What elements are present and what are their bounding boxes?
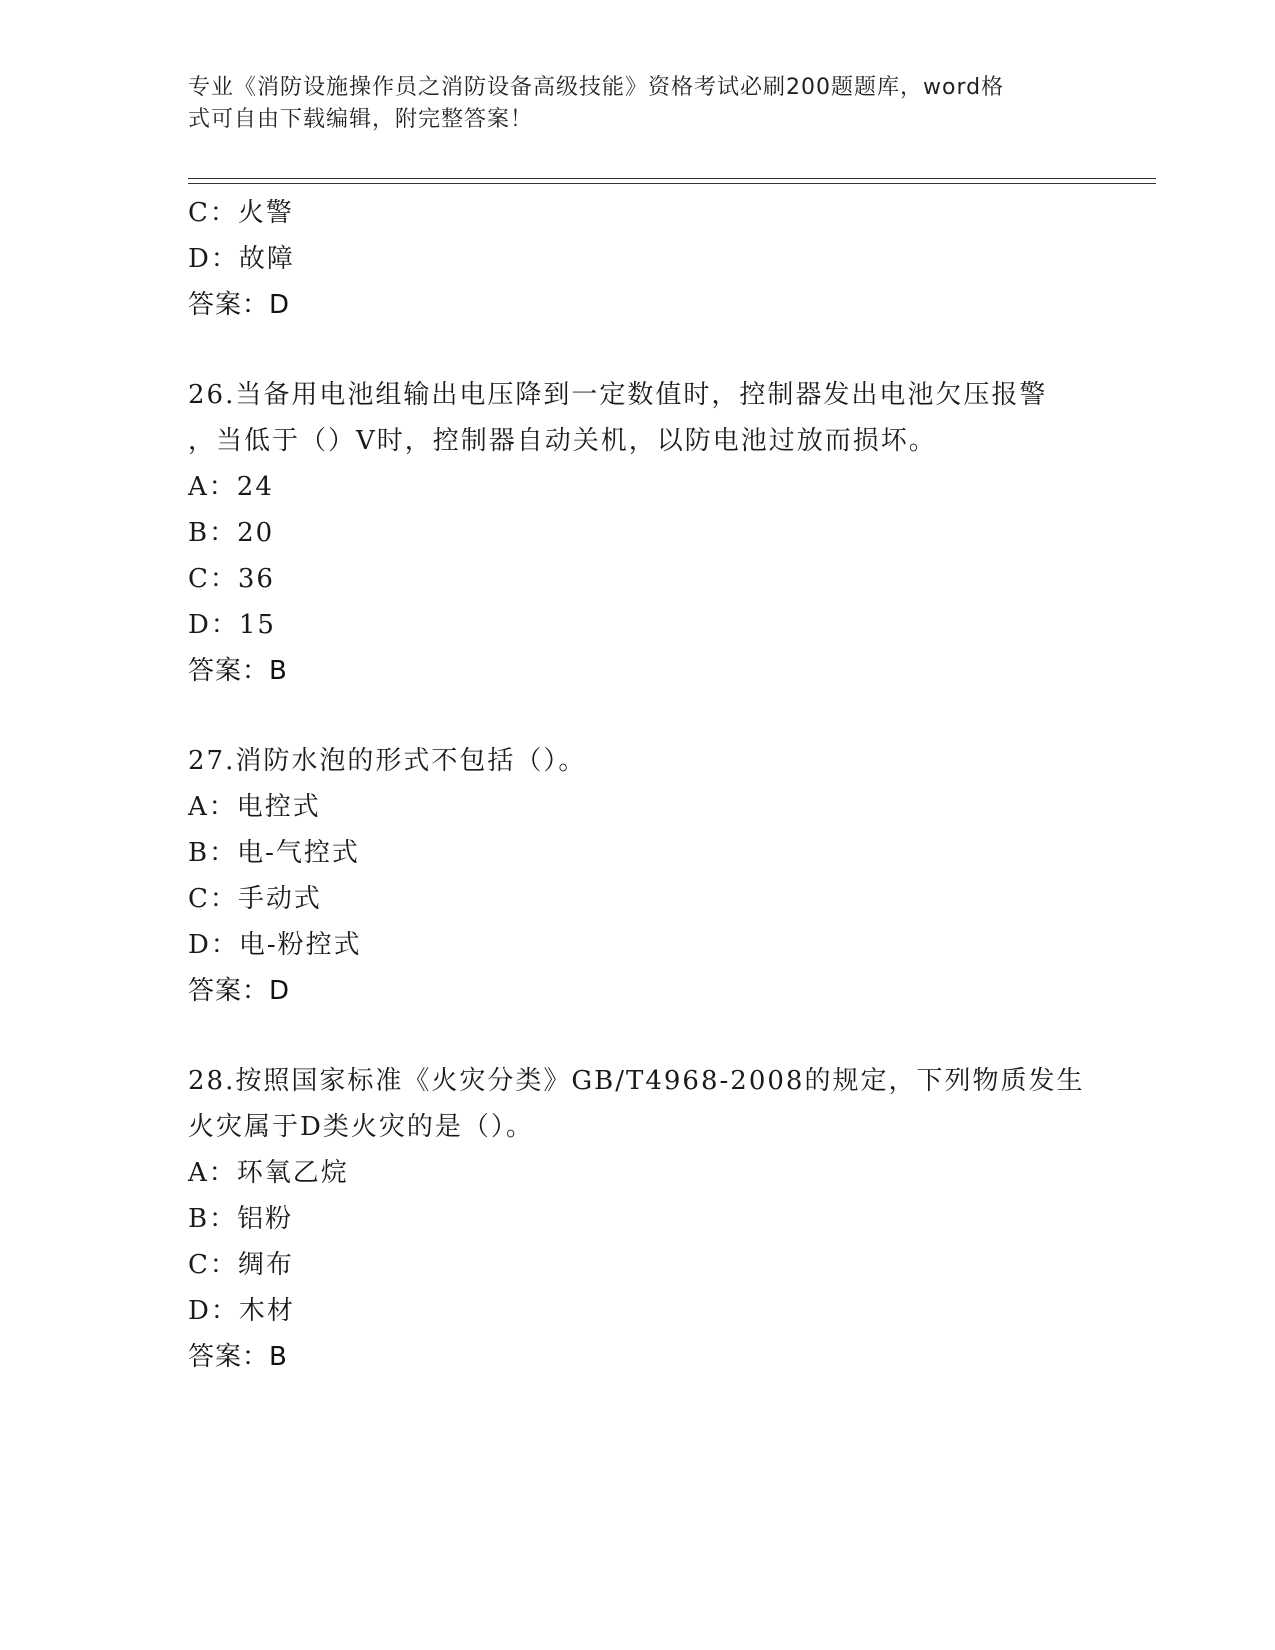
question-28 [188,1058,1088,1380]
question-stem-line-2: ，当低于（）V时，控制器自动关机，以防电池过放而损坏。 [188,426,937,456]
question-stem-line-1: 28.按照国家标准《火灾分类》GB/T4968-2008的规定，下列物质发生 [188,1066,1085,1096]
option-c: C：36 [188,564,275,594]
question-25-tail [188,190,1088,328]
answer: 答案：B [188,1342,288,1372]
question-26 [188,372,1088,694]
header-divider [188,178,1156,184]
option-b: B：电-气控式 [188,838,360,868]
option-a: A：24 [188,472,274,502]
document-header [188,72,1068,136]
option-d: D：故障 [188,244,295,274]
option-a: A：环氧乙烷 [188,1158,349,1188]
option-d: D：电-粉控式 [188,930,362,960]
option-d: D：木材 [188,1296,295,1326]
question-stem-line-1: 26.当备用电池组输出电压降到一定数值时，控制器发出电池欠压报警 [188,380,1048,410]
option-b: B：20 [188,518,275,548]
answer: 答案：B [188,656,288,686]
spacer [188,694,1088,738]
option-c: C：绸布 [188,1250,294,1280]
header-line-1: 专业《消防设施操作员之消防设备高级技能》资格考试必刷200题题库，word格 [188,75,1005,100]
answer: 答案：D [188,976,291,1006]
spacer [188,328,1088,372]
option-b: B：铝粉 [188,1204,294,1234]
answer: 答案：D [188,290,291,320]
option-c: C：手动式 [188,884,322,914]
header-line-2: 式可自由下载编辑，附完整答案！ [188,107,534,132]
question-content [188,190,1088,1380]
question-stem-line-1: 27.消防水泡的形式不包括（）。 [188,746,587,776]
option-d: D：15 [188,610,276,640]
question-27 [188,738,1088,1014]
option-a: A：电控式 [188,792,321,822]
spacer [188,1014,1088,1058]
question-stem-line-2: 火灾属于D类火灾的是（）。 [188,1112,534,1142]
option-c: C：火警 [188,198,294,228]
